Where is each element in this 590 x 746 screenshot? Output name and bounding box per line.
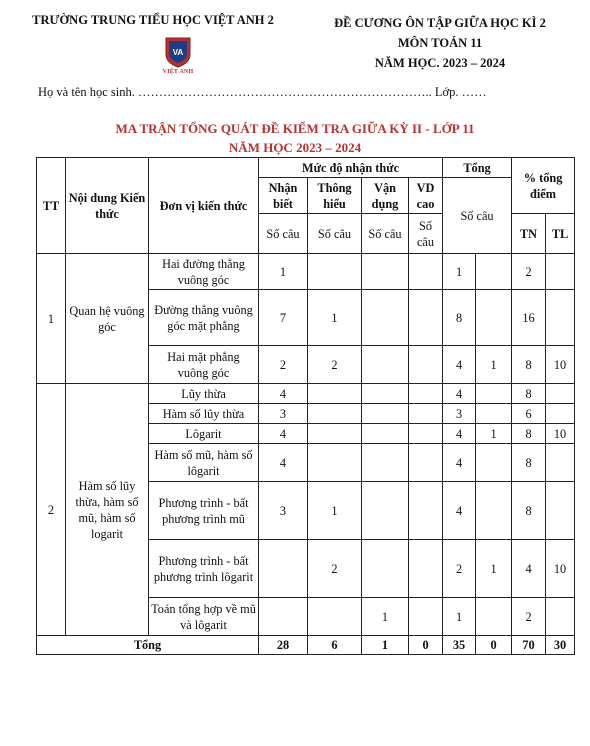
cell-percent-tl — [546, 404, 575, 424]
cell-th: 1 — [308, 290, 362, 346]
total-tl: 0 — [476, 636, 512, 655]
cell-tn: 8 — [443, 290, 476, 346]
school-name: TRƯỜNG TRUNG TIỂU HỌC VIỆT ANH 2 — [32, 13, 274, 27]
cell-tl: 1 — [476, 540, 512, 598]
cell-tn: 1 — [443, 254, 476, 290]
total-vdc: 0 — [409, 636, 443, 655]
cell-tl: 1 — [476, 424, 512, 444]
cell-nb: 4 — [259, 384, 308, 404]
cell-tl — [476, 404, 512, 424]
header-percent-tn: TN — [512, 214, 546, 254]
header-tt: TT — [37, 158, 66, 254]
cell-vd — [362, 482, 409, 540]
cell-tl: 1 — [476, 346, 512, 384]
cell-vd — [362, 384, 409, 404]
header-understand: Thông hiểu — [308, 178, 362, 214]
cell-vd — [362, 254, 409, 290]
cell-percent-tl — [546, 290, 575, 346]
unit-cell: Hai mặt phẳng vuông góc — [149, 346, 259, 384]
svg-text:VA: VA — [172, 48, 184, 57]
header-total: Tổng — [443, 158, 512, 178]
cell-tn: 4 — [443, 384, 476, 404]
cell-vdc — [409, 404, 443, 424]
cell-tl — [476, 444, 512, 482]
school-year: NĂM HỌC. 2023 – 2024 — [374, 56, 506, 70]
cell-tl — [476, 254, 512, 290]
header-level: Mức độ nhận thức — [259, 158, 443, 178]
cell-th — [308, 254, 362, 290]
matrix-title: MA TRẬN TỔNG QUÁT ĐỀ KIỂM TRA GIỮA KỲ II - LỚP 11 — [115, 121, 475, 136]
student-info-line: Họ và tên học sinh. …………………………………………………………….. Lớp. …… — [38, 85, 487, 99]
cell-percent-tn: 16 — [512, 290, 546, 346]
header-count-vd: Số câu — [362, 214, 409, 254]
cell-percent-tn: 8 — [512, 444, 546, 482]
unit-cell: Hai đường thẳng vuông góc — [149, 254, 259, 290]
cell-nb — [259, 540, 308, 598]
header-total-count: Số câu — [443, 178, 512, 254]
total-vd: 1 — [362, 636, 409, 655]
header-apply-high: VD cao — [409, 178, 443, 214]
cell-percent-tl — [546, 598, 575, 636]
cell-tl — [476, 598, 512, 636]
header-apply: Vận dụng — [362, 178, 409, 214]
group-content: Hàm số lũy thừa, hàm số mũ, hàm số logarit — [66, 384, 149, 636]
total-row — [37, 636, 575, 655]
cell-nb: 2 — [259, 346, 308, 384]
cell-tl — [476, 290, 512, 346]
subject-title: MÔN TOÁN 11 — [397, 36, 483, 50]
group-number: 2 — [37, 384, 66, 636]
cell-th — [308, 384, 362, 404]
unit-cell: Đường thẳng vuông góc mặt phẳng — [149, 290, 259, 346]
cell-nb: 3 — [259, 404, 308, 424]
total-percent-tl: 30 — [546, 636, 575, 655]
logo-caption: VIỆT ANH — [162, 69, 194, 75]
cell-vd — [362, 346, 409, 384]
cell-vdc — [409, 540, 443, 598]
cell-th — [308, 444, 362, 482]
cell-vdc — [409, 482, 443, 540]
cell-nb: 4 — [259, 424, 308, 444]
cell-vdc — [409, 598, 443, 636]
cell-vdc — [409, 424, 443, 444]
cell-th: 1 — [308, 482, 362, 540]
header-count-th: Số câu — [308, 214, 362, 254]
header-unit: Đơn vị kiến thức — [149, 158, 259, 254]
total-th: 6 — [308, 636, 362, 655]
cell-th: 2 — [308, 346, 362, 384]
header-count-vdc: Số câu — [409, 214, 443, 254]
cell-tl — [476, 384, 512, 404]
cell-tl — [476, 482, 512, 540]
header-count-nb: Số câu — [259, 214, 308, 254]
unit-cell: Lũy thừa — [149, 384, 259, 404]
cell-vdc — [409, 290, 443, 346]
total-nb: 28 — [259, 636, 308, 655]
unit-cell: Phương trình - bất phương trình lôgarit — [149, 540, 259, 598]
cell-percent-tn: 4 — [512, 540, 546, 598]
cell-vdc — [409, 346, 443, 384]
cell-vdc — [409, 384, 443, 404]
group-content: Quan hệ vuông góc — [66, 254, 149, 384]
cell-percent-tl: 10 — [546, 346, 575, 384]
cell-tn: 4 — [443, 444, 476, 482]
cell-vd — [362, 404, 409, 424]
table-row — [37, 384, 575, 404]
matrix-subtitle: NĂM HỌC 2023 – 2024 — [228, 140, 362, 155]
cell-percent-tn: 8 — [512, 482, 546, 540]
cell-vd: 1 — [362, 598, 409, 636]
cell-nb: 4 — [259, 444, 308, 482]
total-percent-tn: 70 — [512, 636, 546, 655]
header-recognize: Nhận biết — [259, 178, 308, 214]
unit-cell: Toán tổng hợp về mũ và lôgarit — [149, 598, 259, 636]
cell-vd — [362, 444, 409, 482]
cell-vd — [362, 424, 409, 444]
header-percent-tl: TL — [546, 214, 575, 254]
cell-percent-tn: 8 — [512, 346, 546, 384]
unit-cell: Lôgarit — [149, 424, 259, 444]
cell-th — [308, 404, 362, 424]
cell-percent-tn: 8 — [512, 384, 546, 404]
cell-vd — [362, 290, 409, 346]
cell-nb — [259, 598, 308, 636]
cell-tn: 4 — [443, 346, 476, 384]
cell-th: 2 — [308, 540, 362, 598]
cell-percent-tn: 2 — [512, 598, 546, 636]
exam-matrix-table — [36, 157, 575, 655]
header-content: Nội dung Kiến thức — [66, 158, 149, 254]
cell-vd — [362, 540, 409, 598]
cell-nb: 7 — [259, 290, 308, 346]
cell-th — [308, 424, 362, 444]
cell-tn: 1 — [443, 598, 476, 636]
cell-nb: 3 — [259, 482, 308, 540]
unit-cell: Hàm số lũy thừa — [149, 404, 259, 424]
cell-th — [308, 598, 362, 636]
cell-tn: 4 — [443, 424, 476, 444]
cell-percent-tl — [546, 482, 575, 540]
cell-percent-tl: 10 — [546, 424, 575, 444]
cell-percent-tl: 10 — [546, 540, 575, 598]
cell-percent-tn: 8 — [512, 424, 546, 444]
cell-percent-tl — [546, 444, 575, 482]
school-logo-icon — [164, 36, 192, 68]
header-percent: % tổng điểm — [512, 158, 575, 214]
cell-percent-tl — [546, 254, 575, 290]
cell-vdc — [409, 254, 443, 290]
total-tn: 35 — [443, 636, 476, 655]
document-heading — [305, 13, 575, 73]
cell-percent-tn: 2 — [512, 254, 546, 290]
cell-vdc — [409, 444, 443, 482]
group-number: 1 — [37, 254, 66, 384]
cell-nb: 1 — [259, 254, 308, 290]
table-row — [37, 254, 575, 290]
cell-tn: 4 — [443, 482, 476, 540]
unit-cell: Hàm số mũ, hàm số lôgarit — [149, 444, 259, 482]
cell-tn: 2 — [443, 540, 476, 598]
cell-tn: 3 — [443, 404, 476, 424]
cell-percent-tn: 6 — [512, 404, 546, 424]
document-title: ĐỀ CƯƠNG ÔN TẬP GIỮA HỌC KÌ 2 — [334, 16, 546, 30]
total-label: Tổng — [37, 636, 259, 655]
cell-percent-tl — [546, 384, 575, 404]
unit-cell: Phương trình - bất phương trình mũ — [149, 482, 259, 540]
